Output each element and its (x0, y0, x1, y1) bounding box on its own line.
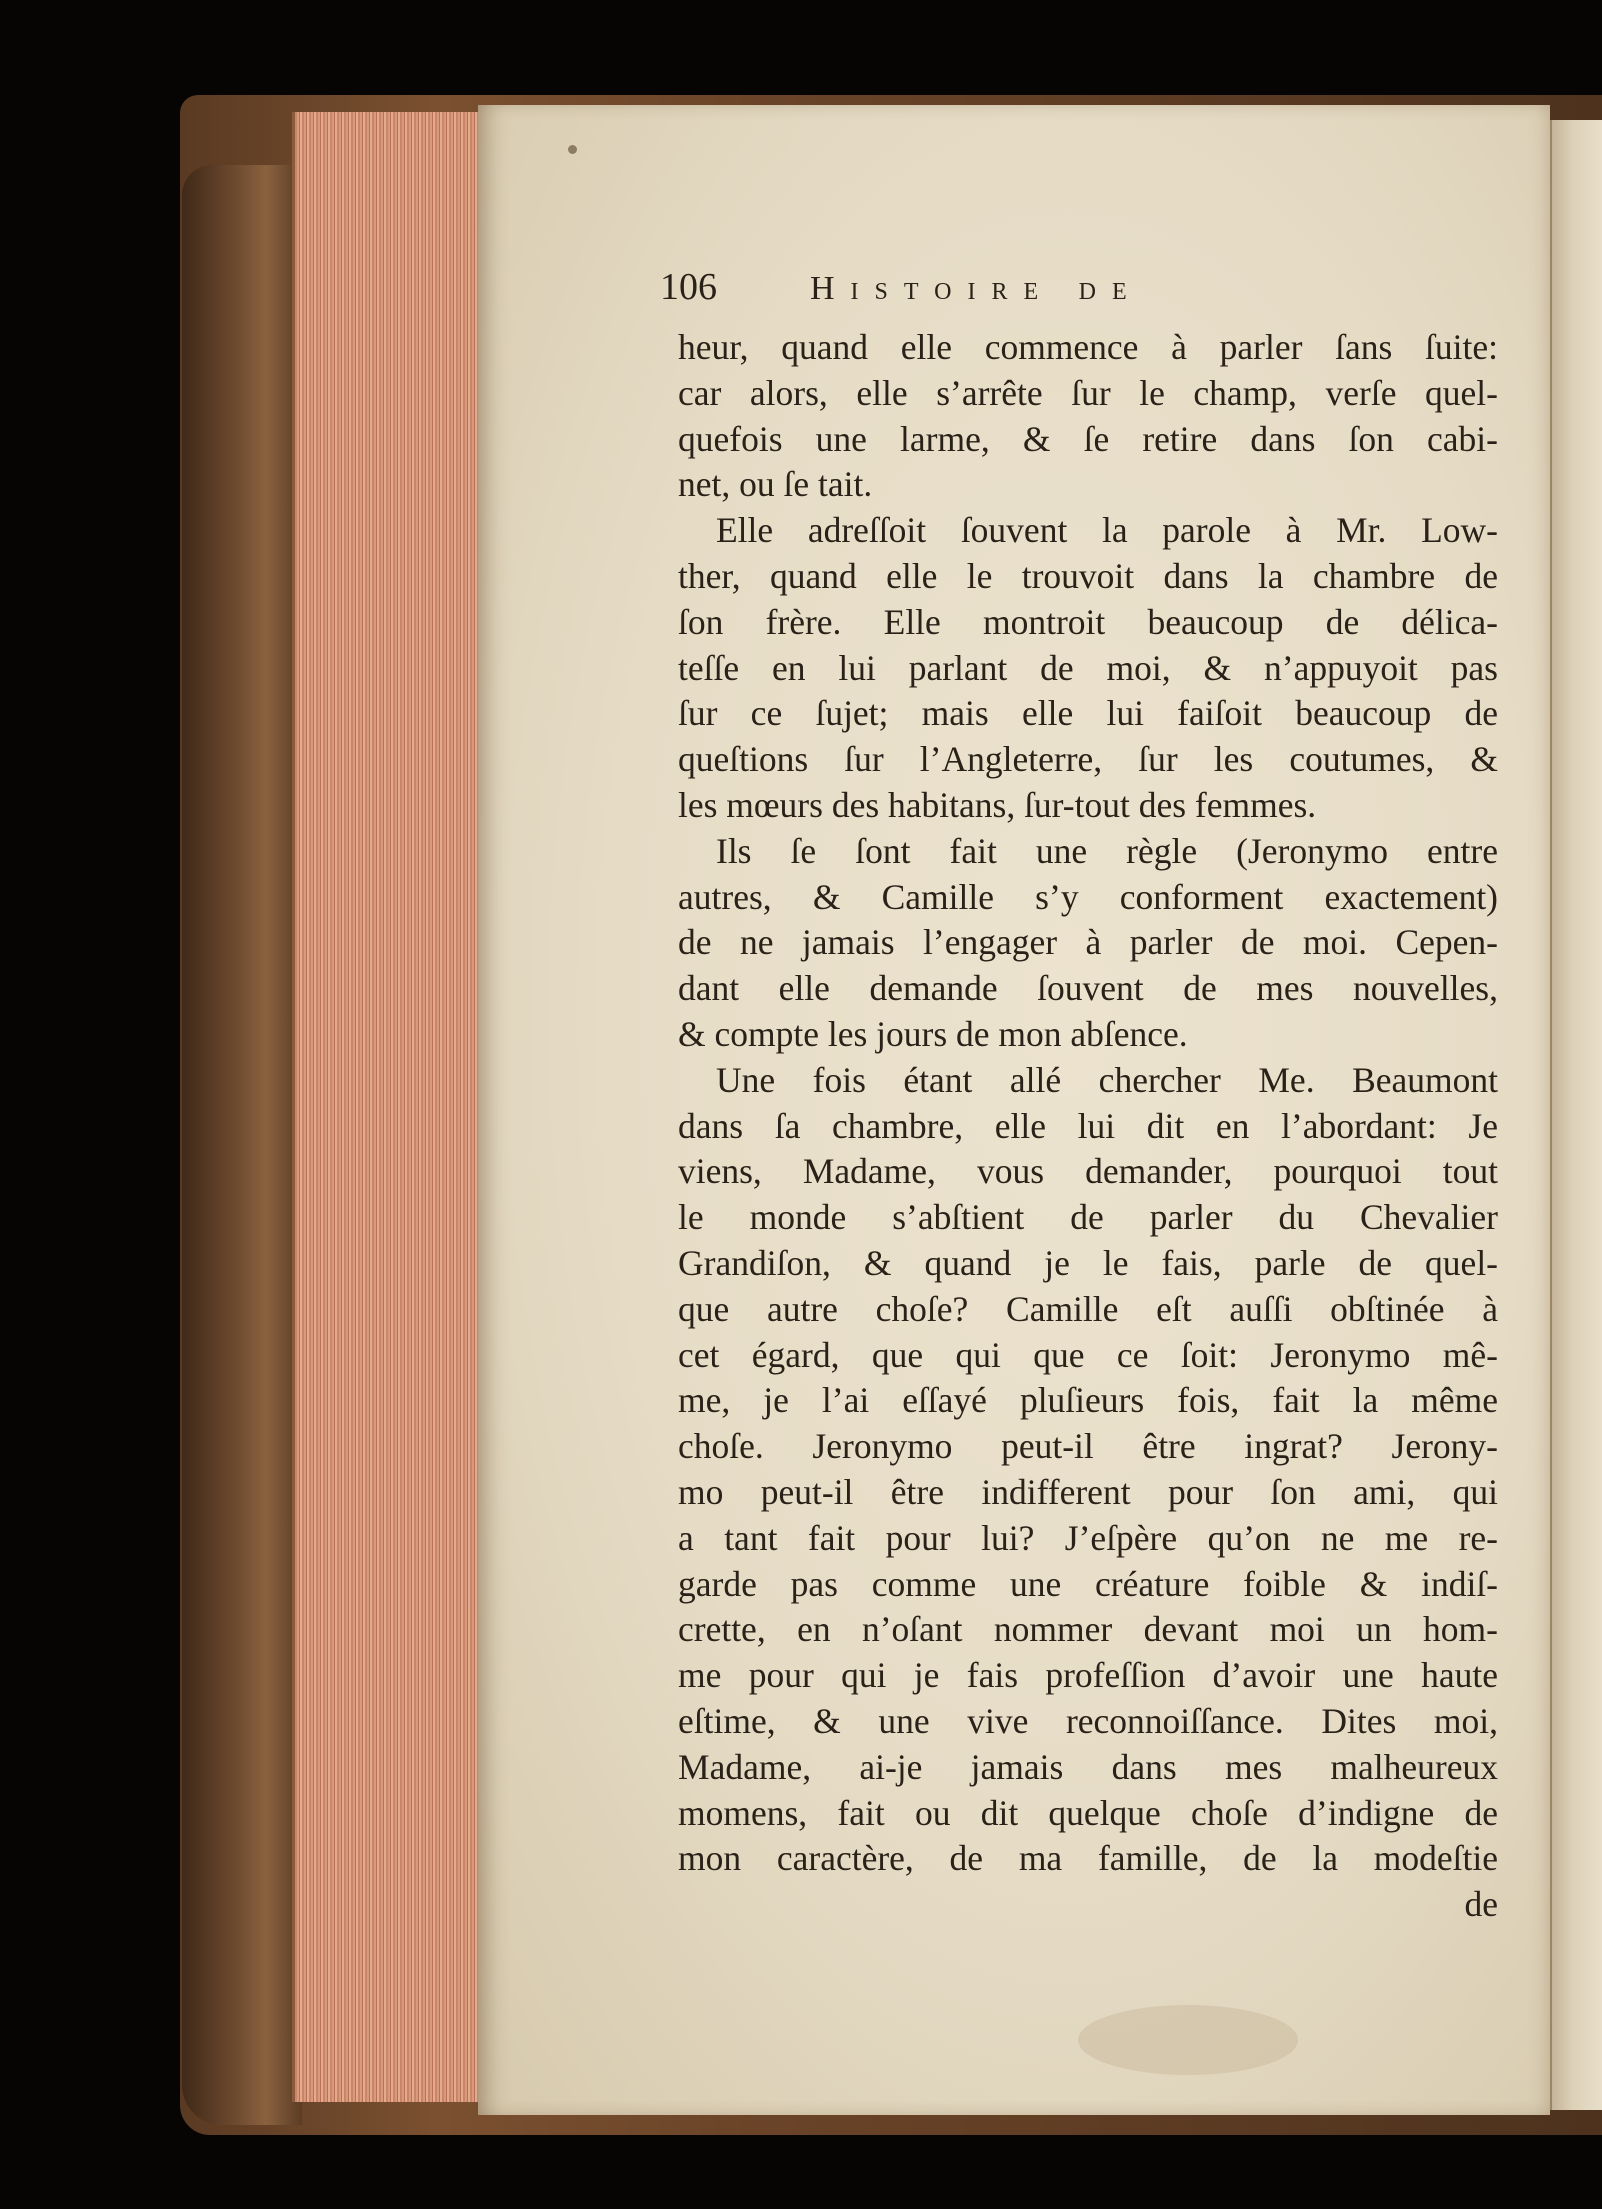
text-line: dant elle demande ſouvent de mes nouvelles, (678, 968, 1498, 1009)
text-line: mon caractère, de ma famille, de la modeſtie (678, 1838, 1498, 1879)
text-line: crette, en n’oſant nommer devant moi un hom- (678, 1609, 1498, 1650)
text-line: cet égard, que qui que ce ſoit: Jeronymo mê- (678, 1334, 1498, 1375)
text-line: me pour qui je fais profeſſion d’avoir une haute (678, 1655, 1498, 1696)
text-line: choſe. Jeronymo peut-il être ingrat? Jerony- (678, 1426, 1498, 1467)
text-line: & compte les jours de mon abſence. (678, 1013, 1188, 1054)
text-line: le monde s’abſtient de parler du Chevalier (678, 1197, 1498, 1238)
text-line: Elle adreſſoit ſouvent la parole à Mr. Low- (716, 510, 1498, 551)
page-text-block (660, 265, 1498, 1928)
text-line: viens, Madame, vous demander, pourquoi tout (678, 1151, 1498, 1192)
text-line: eſtime, & une vive reconnoiſſance. Dites moi, (678, 1700, 1498, 1741)
paper-stain (1078, 2005, 1298, 2075)
text-line: Ils ſe ſont fait une règle (Jeronymo entre (716, 830, 1498, 871)
text-line: ſur ce ſujet; mais elle lui faiſoit beaucoup de (678, 693, 1498, 734)
body-text (678, 325, 1498, 1882)
running-title: Histoire de (810, 270, 1143, 307)
facing-page-edge (1550, 120, 1602, 2110)
text-line: net, ou ſe tait. (678, 464, 873, 505)
text-line: quefois une larme, & ſe retire dans ſon cabi- (678, 418, 1498, 459)
cover-fold (182, 165, 302, 2125)
text-line: momens, fait ou dit quelque choſe d’indigne de (678, 1792, 1498, 1833)
text-line: les mœurs des habitans, ſur-tout des femmes. (678, 784, 1317, 825)
text-line: teſſe en lui parlant de moi, & n’appuyoit pas (678, 647, 1498, 688)
running-head (660, 265, 1498, 325)
text-line: me, je l’ai eſſayé pluſieurs fois, fait la même (678, 1380, 1498, 1421)
catchword: de (1464, 1884, 1498, 1925)
text-line: dans ſa chambre, elle lui dit en l’abordant: Je (678, 1105, 1498, 1146)
text-line: que autre choſe? Camille eſt auſſi obſtinée à (678, 1288, 1498, 1329)
page-number: 106 (660, 266, 717, 308)
text-line: queſtions ſur l’Angleterre, ſur les coutumes, & (678, 739, 1498, 780)
text-line: autres, & Camille s’y conforment exactement) (678, 876, 1498, 917)
text-line: Une fois étant allé chercher Me. Beaumont (716, 1059, 1498, 1100)
text-line: Grandiſon, & quand je le fais, parle de quel- (678, 1242, 1498, 1283)
text-line: a tant fait pour lui? J’eſpère qu’on ne me re- (678, 1517, 1498, 1558)
text-line: heur, quand elle commence à parler ſans ſuite: (678, 327, 1498, 367)
text-line: ſon frère. Elle montroit beaucoup de délica- (678, 601, 1498, 642)
book-page (478, 105, 1550, 2115)
text-line: garde pas comme une créature foible & indiſ- (678, 1563, 1498, 1604)
page-edges (292, 112, 485, 2102)
text-line: Madame, ai-je jamais dans mes malheureux (678, 1746, 1498, 1787)
text-line: de ne jamais l’engager à parler de moi. Cepen- (678, 922, 1498, 963)
ink-speck (568, 145, 577, 154)
text-line: car alors, elle s’arrête ſur le champ, verſe quel- (678, 372, 1498, 413)
text-line: ther, quand elle le trouvoit dans la chambre de (678, 555, 1498, 596)
text-line: mo peut-il être indifferent pour ſon ami, qui (678, 1471, 1498, 1512)
